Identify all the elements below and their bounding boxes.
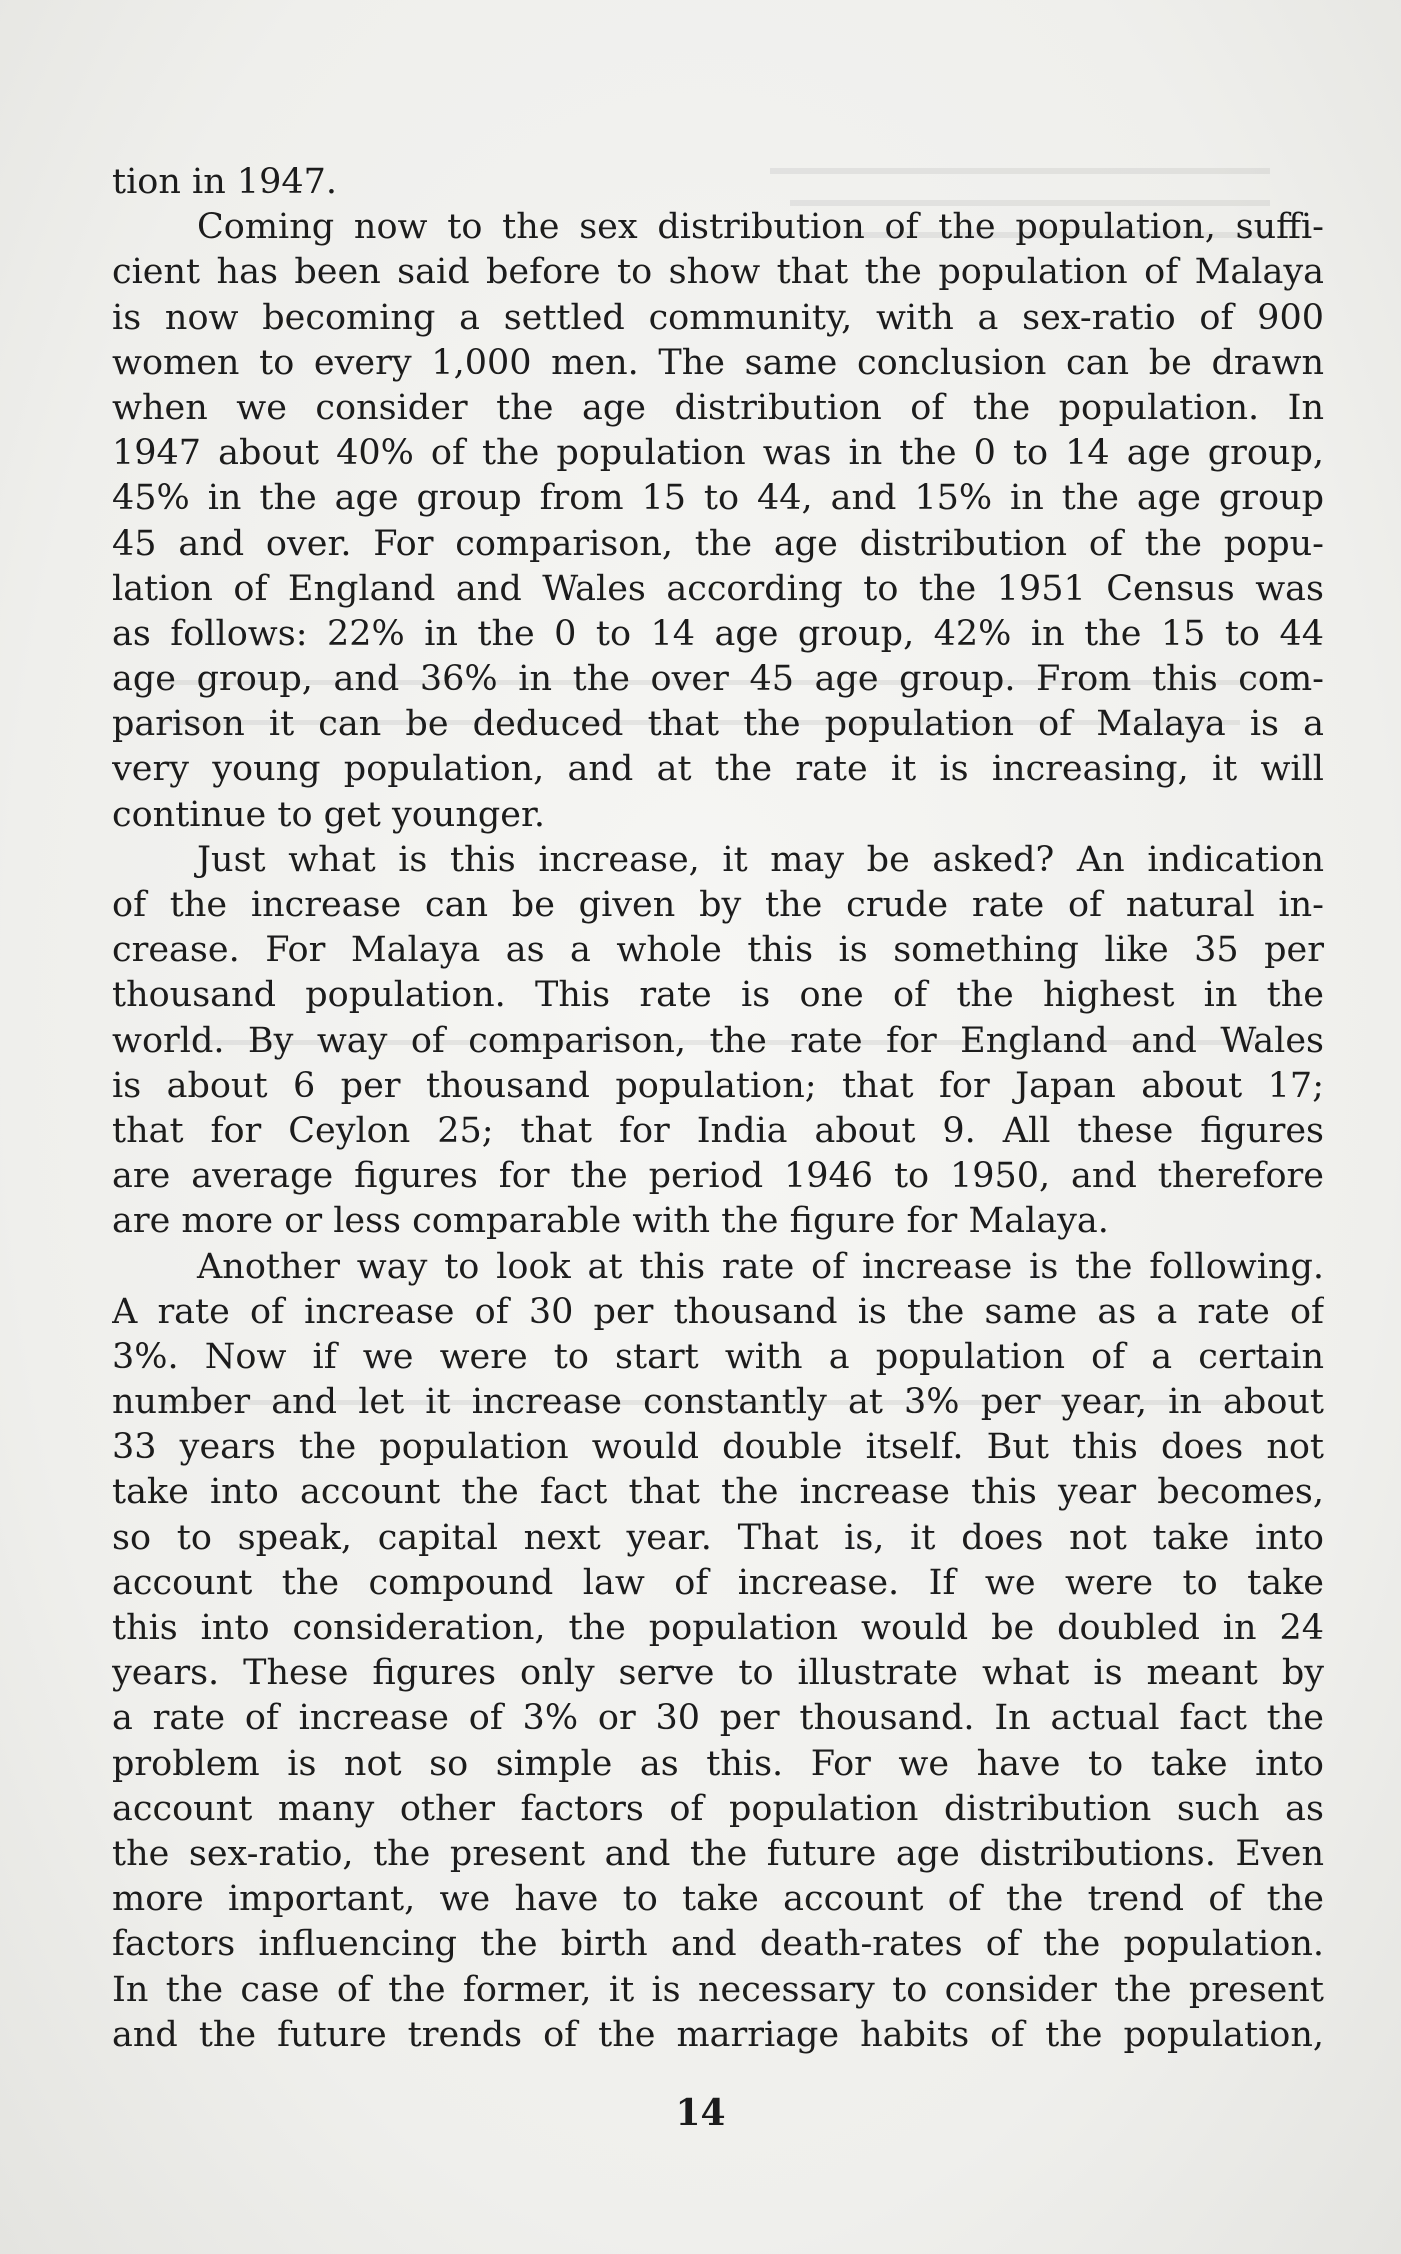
text-line: factors influencing the birth and death-rates of the population. — [112, 1924, 1324, 1965]
text-line: crease. For Malaya as a whole this is something like 35 per — [112, 930, 1324, 971]
paragraph — [112, 205, 1324, 838]
book-page — [112, 160, 1324, 2060]
text-line: as follows: 22% in the 0 to 14 age group, 42% in the 15 to 44 — [112, 613, 1324, 654]
text-line: problem is not so simple as this. For we have to take into — [112, 1743, 1324, 1784]
text-line: lation of England and Wales according to the 1951 Census was — [112, 568, 1324, 609]
text-line: the sex-ratio, the present and the future age distributions. Even — [112, 1833, 1324, 1874]
text-line: age group, and 36% in the over 45 age group. From this com- — [112, 659, 1324, 700]
text-line: are average figures for the period 1946 to 1950, and therefore — [112, 1156, 1324, 1197]
text-line: of the increase can be given by the crude rate of natural in- — [112, 885, 1324, 925]
text-line: when we consider the age distribution of the population. In — [112, 387, 1324, 428]
text-line: world. By way of comparison, the rate for England and Wales — [112, 1020, 1324, 1061]
text-line: 3%. Now if we were to start with a population of a certain — [112, 1336, 1324, 1377]
text-line: Just what is this increase, it may be asked? An indication — [197, 839, 1324, 880]
text-line: In the case of the former, it is necessary to consider the present — [112, 1969, 1324, 2010]
text-line: 33 years the population would double itself. But this does not — [112, 1427, 1324, 1468]
text-line: and the future trends of the marriage habits of the population, — [112, 2014, 1324, 2055]
text-line: more important, we have to take account of the trend of the — [112, 1879, 1324, 1920]
text-line: thousand population. This rate is one of the highest in the — [112, 975, 1324, 1016]
text-line: account many other factors of population distribution such as — [112, 1788, 1324, 1829]
text-line: are more or less comparable with the figure for Malaya. — [112, 1201, 1109, 1242]
text-line: a rate of increase of 3% or 30 per thousand. In actual fact the — [112, 1698, 1324, 1739]
text-line: parison it can be deduced that the population of Malaya is a — [112, 704, 1324, 745]
text-line: account the compound law of increase. If we were to take — [112, 1562, 1324, 1603]
text-line: so to speak, capital next year. That is, it does not take into — [112, 1517, 1324, 1558]
text-line: 45% in the age group from 15 to 44, and 15% in the age group — [112, 478, 1324, 519]
paragraph — [112, 838, 1324, 1245]
text-line: women to every 1,000 men. The same conclusion can be drawn — [112, 342, 1324, 383]
text-line: years. These figures only serve to illustrate what is meant by — [112, 1653, 1324, 1694]
text-line: very young population, and at the rate it is increasing, it will — [112, 749, 1324, 790]
page-number: 14 — [675, 2092, 726, 2134]
text-line: 1947 about 40% of the population was in the 0 to 14 age group, — [112, 433, 1324, 474]
text-line: 45 and over. For comparison, the age distribution of the popu- — [112, 523, 1324, 564]
text-line: tion in 1947. — [112, 162, 338, 202]
text-line: take into account the fact that the increase this year becomes, — [112, 1472, 1324, 1513]
text-line: that for Ceylon 25; that for India about 9. All these figures — [112, 1110, 1324, 1151]
text-line: Another way to look at this rate of increase is the following. — [197, 1246, 1324, 1287]
text-line: Coming now to the sex distribution of the population, suffi- — [197, 207, 1324, 248]
paragraph — [112, 160, 1324, 205]
text-line: number and let it increase constantly at 3% per year, in about — [112, 1382, 1324, 1423]
text-line: is now becoming a settled community, with a sex-ratio of 900 — [112, 297, 1324, 338]
text-line: this into consideration, the population would be doubled in 24 — [112, 1608, 1324, 1648]
text-line: is about 6 per thousand population; that for Japan about 17; — [112, 1065, 1324, 1106]
text-line: A rate of increase of 30 per thousand is the same as a rate of — [112, 1291, 1324, 1332]
text-line: continue to get younger. — [112, 794, 546, 835]
text-line: cient has been said before to show that the population of Malaya — [112, 252, 1324, 293]
paragraph — [112, 1245, 1324, 2058]
